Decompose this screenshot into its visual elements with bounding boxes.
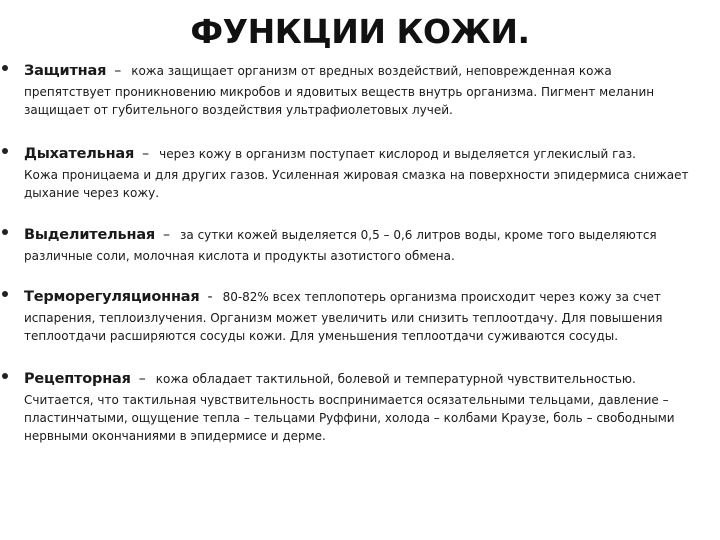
- item-term: Выделительная: [24, 227, 156, 243]
- list-item-thermoregulatory: [24, 288, 704, 345]
- page-title: ФУНКЦИИ КОЖИ.: [190, 12, 530, 51]
- item-body: препятствует проникновению микробов и ядовитых веществ внутрь организма. Пигмент меланин защищает от губительного воздействия ультрафиолетовых лучей.: [24, 85, 655, 117]
- item-lead: кожа обладает тактильной, болевой и температурной чувствительностью.: [155, 372, 636, 386]
- item-body: испарения, теплоизлучения. Организм может увеличить или снизить теплоотдачу. Для повышения теплоотдачи расширяются сосуды кожи. Для уменьшения теплоотдачи суживаются сосуды.: [24, 311, 663, 343]
- bullet-icon: [2, 373, 8, 379]
- item-term: Дыхательная: [24, 146, 135, 162]
- item-head: [24, 370, 704, 388]
- item-term: Рецепторная: [24, 371, 131, 387]
- bullet-icon: [2, 229, 8, 235]
- item-dash: -: [207, 289, 213, 305]
- item-lead: за сутки кожей выделяется 0,5 – 0,6 литров воды, кроме того выделяются: [180, 228, 657, 242]
- item-term: Терморегуляционная: [24, 289, 200, 305]
- item-lead: кожа защищает организм от вредных воздействий, неповрежденная кожа: [131, 64, 612, 78]
- item-lead: через кожу в организм поступает кислород и выделяется углекислый газ.: [159, 147, 636, 161]
- item-dash: –: [138, 371, 146, 387]
- list-item-protective: [24, 62, 704, 119]
- item-head: [24, 288, 704, 306]
- bullet-icon: [2, 148, 8, 154]
- item-body: Кожа проницаема и для других газов. Усиленная жировая смазка на поверхности эпидермиса снижает дыхание через кожу.: [24, 168, 689, 200]
- item-head: [24, 145, 704, 163]
- item-dash: –: [114, 63, 122, 79]
- item-head: [24, 62, 704, 80]
- item-dash: –: [142, 146, 150, 162]
- list-item-respiratory: [24, 145, 704, 202]
- list-item-excretory: [24, 226, 704, 265]
- item-dash: –: [163, 227, 171, 243]
- bullet-icon: [2, 291, 8, 297]
- item-body: Считается, что тактильная чувствительность воспринимается осязательными тельцами, давление – пластинчатыми, ощущение тепла – тельцами Руффини, холода – колбами Краузе, боль – свободными нервными окончаниями в эпидермисе и дерме.: [24, 393, 675, 443]
- item-head: [24, 226, 704, 244]
- item-lead: 80-82% всех теплопотерь организма происходит через кожу за счет: [222, 290, 661, 304]
- item-body: различные соли, молочная кислота и продукты азотистого обмена.: [24, 249, 455, 263]
- item-term: Защитная: [24, 63, 107, 79]
- bullet-icon: [2, 65, 8, 71]
- list-item-receptor: [24, 370, 704, 445]
